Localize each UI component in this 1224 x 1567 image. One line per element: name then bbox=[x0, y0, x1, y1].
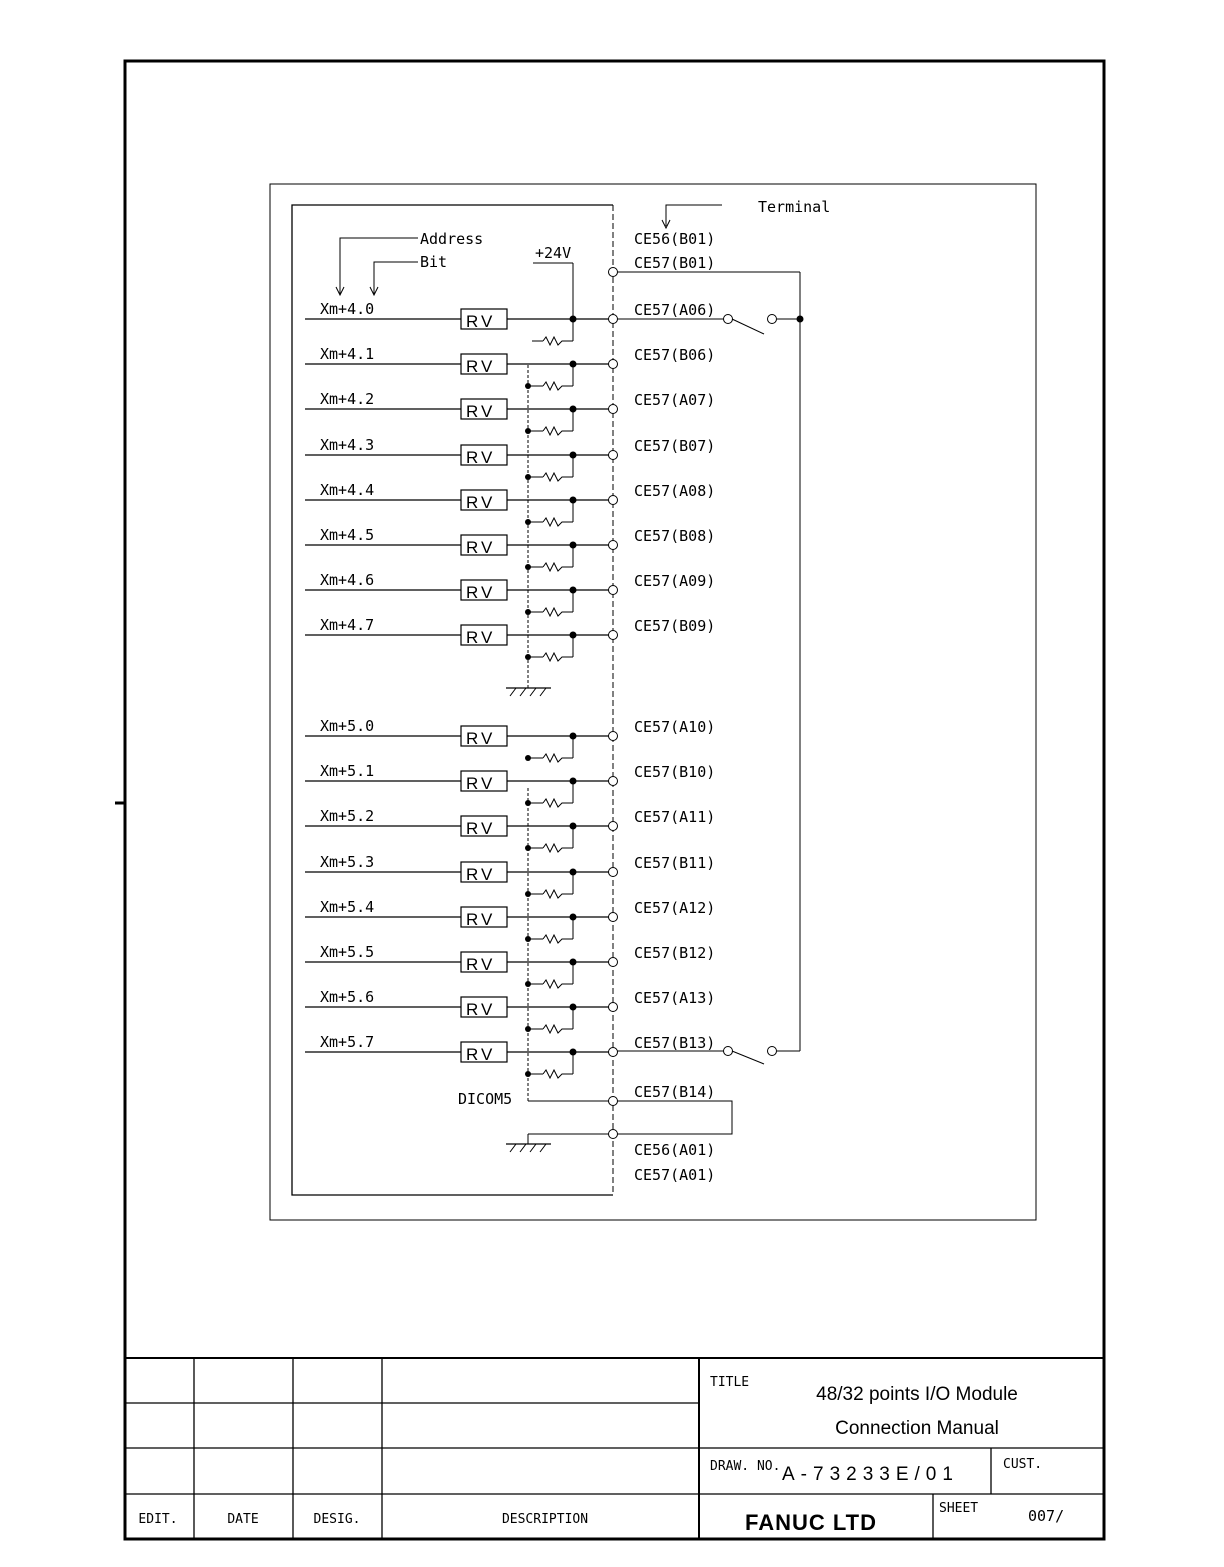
title-line-1: 48/32 points I/O Module bbox=[816, 1384, 1018, 1405]
terminal-label: Terminal bbox=[758, 198, 831, 216]
column-edit: EDIT. bbox=[138, 1512, 178, 1527]
terminal-dot bbox=[609, 631, 618, 640]
supply-terminal-dot bbox=[609, 268, 618, 277]
input-row bbox=[305, 616, 715, 661]
supply-terminal-2: CE57(B01) bbox=[634, 254, 716, 272]
receiver-label: RV bbox=[466, 910, 496, 929]
receiver-label: RV bbox=[466, 865, 496, 884]
terminal-dot bbox=[609, 315, 618, 324]
pulldown-resistor bbox=[543, 890, 573, 898]
terminal-label: CE57(B07) bbox=[634, 437, 716, 455]
terminal-label: CE57(A13) bbox=[634, 989, 716, 1007]
address-arrow bbox=[340, 238, 418, 294]
signal-label: Xm+5.1 bbox=[320, 762, 375, 780]
input-row bbox=[305, 390, 715, 435]
bus-dot bbox=[525, 800, 531, 806]
signal-label: Xm+4.1 bbox=[320, 345, 375, 363]
receiver-label: RV bbox=[466, 729, 496, 748]
draw-no-caption: DRAW. NO. bbox=[710, 1459, 781, 1474]
bus-dot bbox=[525, 1071, 531, 1077]
receiver-label: RV bbox=[466, 774, 496, 793]
input-row bbox=[305, 898, 715, 943]
terminal-dot bbox=[609, 496, 618, 505]
input-row bbox=[305, 345, 715, 390]
pulldown-resistor bbox=[543, 1025, 573, 1033]
terminal-dot bbox=[609, 451, 618, 460]
signal-label: Xm+5.3 bbox=[320, 853, 375, 871]
bus-dot bbox=[525, 755, 531, 761]
common-jumper bbox=[617, 1101, 732, 1134]
bus-dot bbox=[525, 609, 531, 615]
terminal-dot bbox=[609, 586, 618, 595]
receiver-label: RV bbox=[466, 402, 496, 421]
signal-label: Xm+5.2 bbox=[320, 807, 375, 825]
terminal-label: CE57(B09) bbox=[634, 617, 716, 635]
terminal-label: CE57(A12) bbox=[634, 899, 716, 917]
receiver-label: RV bbox=[466, 357, 496, 376]
bus-dot bbox=[525, 1026, 531, 1032]
pulldown-resistor bbox=[543, 518, 573, 526]
input-row bbox=[305, 762, 715, 807]
common-terminal-dot bbox=[609, 1097, 618, 1106]
input-row bbox=[305, 571, 715, 616]
signal-label: Xm+5.0 bbox=[320, 717, 375, 735]
pulldown-resistor bbox=[543, 608, 573, 616]
sheet-number: 007/ bbox=[1028, 1507, 1065, 1525]
ground-group1 bbox=[506, 688, 551, 696]
terminal-label: CE57(A08) bbox=[634, 482, 716, 500]
signal-label: Xm+4.3 bbox=[320, 436, 375, 454]
signal-label: Xm+4.2 bbox=[320, 390, 375, 408]
schematic-outer-frame bbox=[270, 184, 1036, 1220]
receiver-label: RV bbox=[466, 628, 496, 647]
terminal-label: CE57(A09) bbox=[634, 572, 716, 590]
terminal-arrow bbox=[666, 205, 722, 226]
bus-dot bbox=[525, 564, 531, 570]
terminal-dot bbox=[609, 868, 618, 877]
pulldown-resistor bbox=[543, 1070, 573, 1078]
terminal-dot bbox=[609, 913, 618, 922]
pulldown-resistor bbox=[543, 844, 573, 852]
signal-label: Xm+4.0 bbox=[320, 300, 375, 318]
terminal-label: CE57(B11) bbox=[634, 854, 716, 872]
title-line-2: Connection Manual bbox=[835, 1418, 999, 1439]
ground-terminal-1: CE56(A01) bbox=[634, 1141, 716, 1159]
address-label: Address bbox=[420, 230, 484, 248]
terminal-label: CE57(A07) bbox=[634, 391, 716, 409]
supply-terminal-1: CE56(B01) bbox=[634, 230, 716, 248]
receiver-label: RV bbox=[466, 819, 496, 838]
pulldown-resistor bbox=[543, 382, 573, 390]
pulldown-resistor bbox=[543, 799, 573, 807]
bus-dot bbox=[525, 519, 531, 525]
terminal-dot bbox=[609, 732, 618, 741]
signal-label: Xm+4.5 bbox=[320, 526, 375, 544]
terminal-dot bbox=[609, 405, 618, 414]
receiver-label: RV bbox=[466, 493, 496, 512]
signal-label: Xm+5.7 bbox=[320, 1033, 375, 1051]
input-row bbox=[305, 853, 715, 898]
signal-label: Xm+4.6 bbox=[320, 571, 375, 589]
receiver-label: RV bbox=[466, 955, 496, 974]
receiver-label: RV bbox=[466, 448, 496, 467]
terminal-label: CE57(A10) bbox=[634, 718, 716, 736]
title-caption: TITLE bbox=[710, 1375, 750, 1390]
input-row bbox=[305, 807, 715, 852]
common-label: DICOM5 bbox=[458, 1090, 513, 1108]
bus-dot bbox=[525, 936, 531, 942]
input-row bbox=[305, 943, 715, 988]
receiver-label: RV bbox=[466, 1000, 496, 1019]
receiver-label: RV bbox=[466, 538, 496, 557]
supply-label: +24V bbox=[535, 244, 572, 262]
terminal-dot bbox=[609, 822, 618, 831]
input-row bbox=[305, 717, 715, 762]
terminal-label: CE57(B12) bbox=[634, 944, 716, 962]
bit-label: Bit bbox=[420, 253, 448, 271]
terminal-label: CE57(B13) bbox=[634, 1034, 716, 1052]
input-row bbox=[305, 988, 715, 1033]
signal-label: Xm+5.4 bbox=[320, 898, 375, 916]
company-logo: FANUC LTD bbox=[744, 1510, 878, 1535]
pulldown-resistor bbox=[543, 473, 573, 481]
bus-dot bbox=[525, 428, 531, 434]
pulldown-resistor bbox=[543, 563, 573, 571]
column-designer: DESIG. bbox=[313, 1512, 361, 1527]
terminal-label: CE57(A11) bbox=[634, 808, 716, 826]
draw-no: A-73233E/01 bbox=[782, 1464, 959, 1485]
bit-arrow bbox=[374, 262, 418, 294]
signal-label: Xm+4.7 bbox=[320, 616, 375, 634]
column-date: DATE bbox=[227, 1512, 259, 1527]
input-row bbox=[305, 436, 715, 481]
common-terminal: CE57(B14) bbox=[634, 1083, 716, 1101]
terminal-dot bbox=[609, 1003, 618, 1012]
terminal-dot bbox=[609, 360, 618, 369]
bus-dot bbox=[525, 474, 531, 480]
sheet-caption: SHEET bbox=[939, 1501, 979, 1516]
terminal-dot bbox=[609, 777, 618, 786]
terminal-label: CE57(B10) bbox=[634, 763, 716, 781]
ground-terminal-2: CE57(A01) bbox=[634, 1166, 716, 1184]
ground-terminal-dot bbox=[609, 1130, 618, 1139]
receiver-label: RV bbox=[466, 312, 496, 331]
input-row bbox=[305, 481, 715, 526]
bus-dot bbox=[525, 383, 531, 389]
signal-label: Xm+5.5 bbox=[320, 943, 375, 961]
pulldown-resistor bbox=[543, 653, 573, 661]
terminal-label: CE57(B06) bbox=[634, 346, 716, 364]
receiver-label: RV bbox=[466, 583, 496, 602]
cust-caption: CUST. bbox=[1003, 1457, 1043, 1472]
bus-dot bbox=[525, 891, 531, 897]
pulldown-resistor bbox=[543, 980, 573, 988]
terminal-label: CE57(B08) bbox=[634, 527, 716, 545]
terminal-dot bbox=[609, 541, 618, 550]
ground-common bbox=[506, 1134, 551, 1152]
input-row bbox=[305, 300, 715, 345]
signal-label: Xm+4.4 bbox=[320, 481, 375, 499]
signal-label: Xm+5.6 bbox=[320, 988, 375, 1006]
terminal-label: CE57(A06) bbox=[634, 301, 716, 319]
terminal-dot bbox=[609, 958, 618, 967]
bus-dot bbox=[525, 654, 531, 660]
input-row bbox=[305, 526, 715, 571]
input-rows bbox=[305, 300, 715, 1078]
pulldown-resistor bbox=[543, 427, 573, 435]
pulldown-resistor bbox=[543, 935, 573, 943]
sheet-frame bbox=[125, 61, 1104, 1539]
input-row bbox=[305, 1033, 715, 1078]
bus-dot bbox=[525, 845, 531, 851]
bus-dot bbox=[525, 981, 531, 987]
terminal-dot bbox=[609, 1048, 618, 1057]
pulldown-resistor bbox=[543, 337, 573, 345]
column-description: DESCRIPTION bbox=[501, 1512, 589, 1527]
receiver-label: RV bbox=[466, 1045, 496, 1064]
pulldown-resistor bbox=[543, 754, 573, 762]
